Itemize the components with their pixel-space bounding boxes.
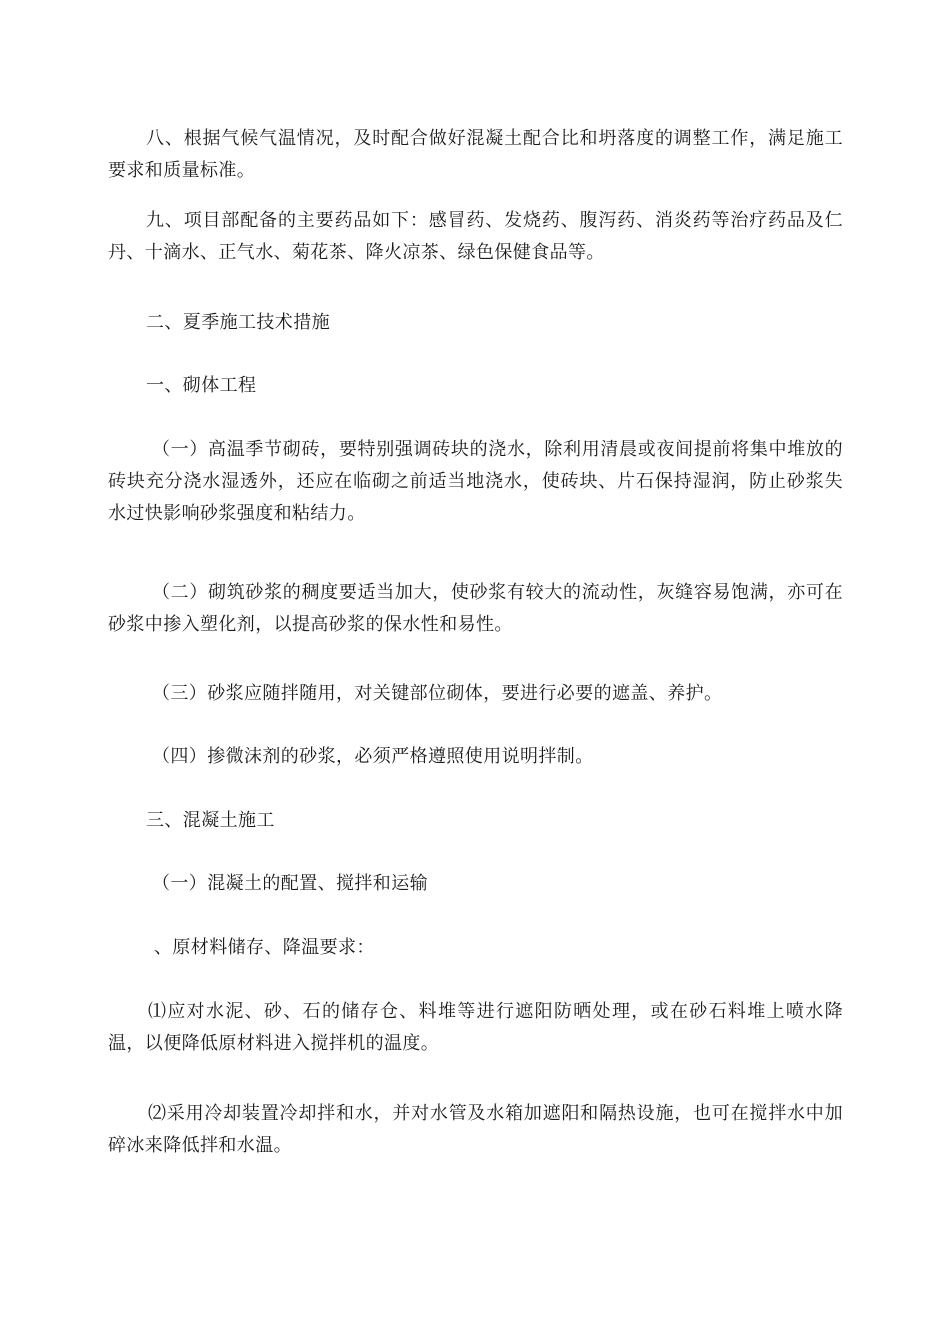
paragraph-9: 九、项目部配备的主要药品如下：感冒药、发烧药、腹泻药、消炎药等治疗药品及仁丹、十滴水、正气水、菊花茶、降火凉茶、绿色保健食品等。	[108, 210, 843, 263]
paragraph-8: 八、根据气候气温情况，及时配合做好混凝土配合比和坍落度的调整工作，满足施工要求和质量标准。	[108, 128, 843, 181]
paragraph-masonry-4: （四）掺微沫剂的砂浆，必须严格遵照使用说明拌制。	[152, 746, 594, 767]
subsection-heading-materials: 、原材料储存、降温要求：	[154, 937, 375, 958]
subsection-heading-concrete-mix: （一）混凝土的配置、搅拌和运输	[152, 873, 428, 894]
section-heading-summer-measures: 二、夏季施工技术措施	[146, 312, 330, 333]
section-heading-masonry: 一、砌体工程	[146, 375, 257, 396]
paragraph-masonry-3: （三）砂浆应随拌随用，对关键部位砌体，要进行必要的遮盖、养护。	[152, 683, 723, 704]
paragraph-materials-1: ⑴应对水泥、砂、石的储存仓、料堆等进行遮阳防晒处理，或在砂石料堆上喷水降温，以便降低原材料进入搅拌机的温度。	[108, 1001, 843, 1054]
paragraph-materials-2: ⑵采用冷却装置冷却拌和水，并对水管及水箱加遮阳和隔热设施，也可在搅拌水中加碎冰来降低拌和水温。	[108, 1103, 843, 1156]
paragraph-masonry-2: （二）砌筑砂浆的稠度要适当加大，使砂浆有较大的流动性，灰缝容易饱满，亦可在砂浆中掺入塑化剂，以提高砂浆的保水性和易性。	[108, 582, 843, 635]
paragraph-masonry-1: （一）高温季节砌砖，要特别强调砖块的浇水，除利用清晨或夜间提前将集中堆放的砖块充分浇水湿透外，还应在临砌之前适当地浇水，使砖块、片石保持湿润，防止砂浆失水过快影响砂浆强度和粘结力。	[108, 439, 843, 524]
section-heading-concrete: 三、混凝土施工	[146, 810, 275, 831]
